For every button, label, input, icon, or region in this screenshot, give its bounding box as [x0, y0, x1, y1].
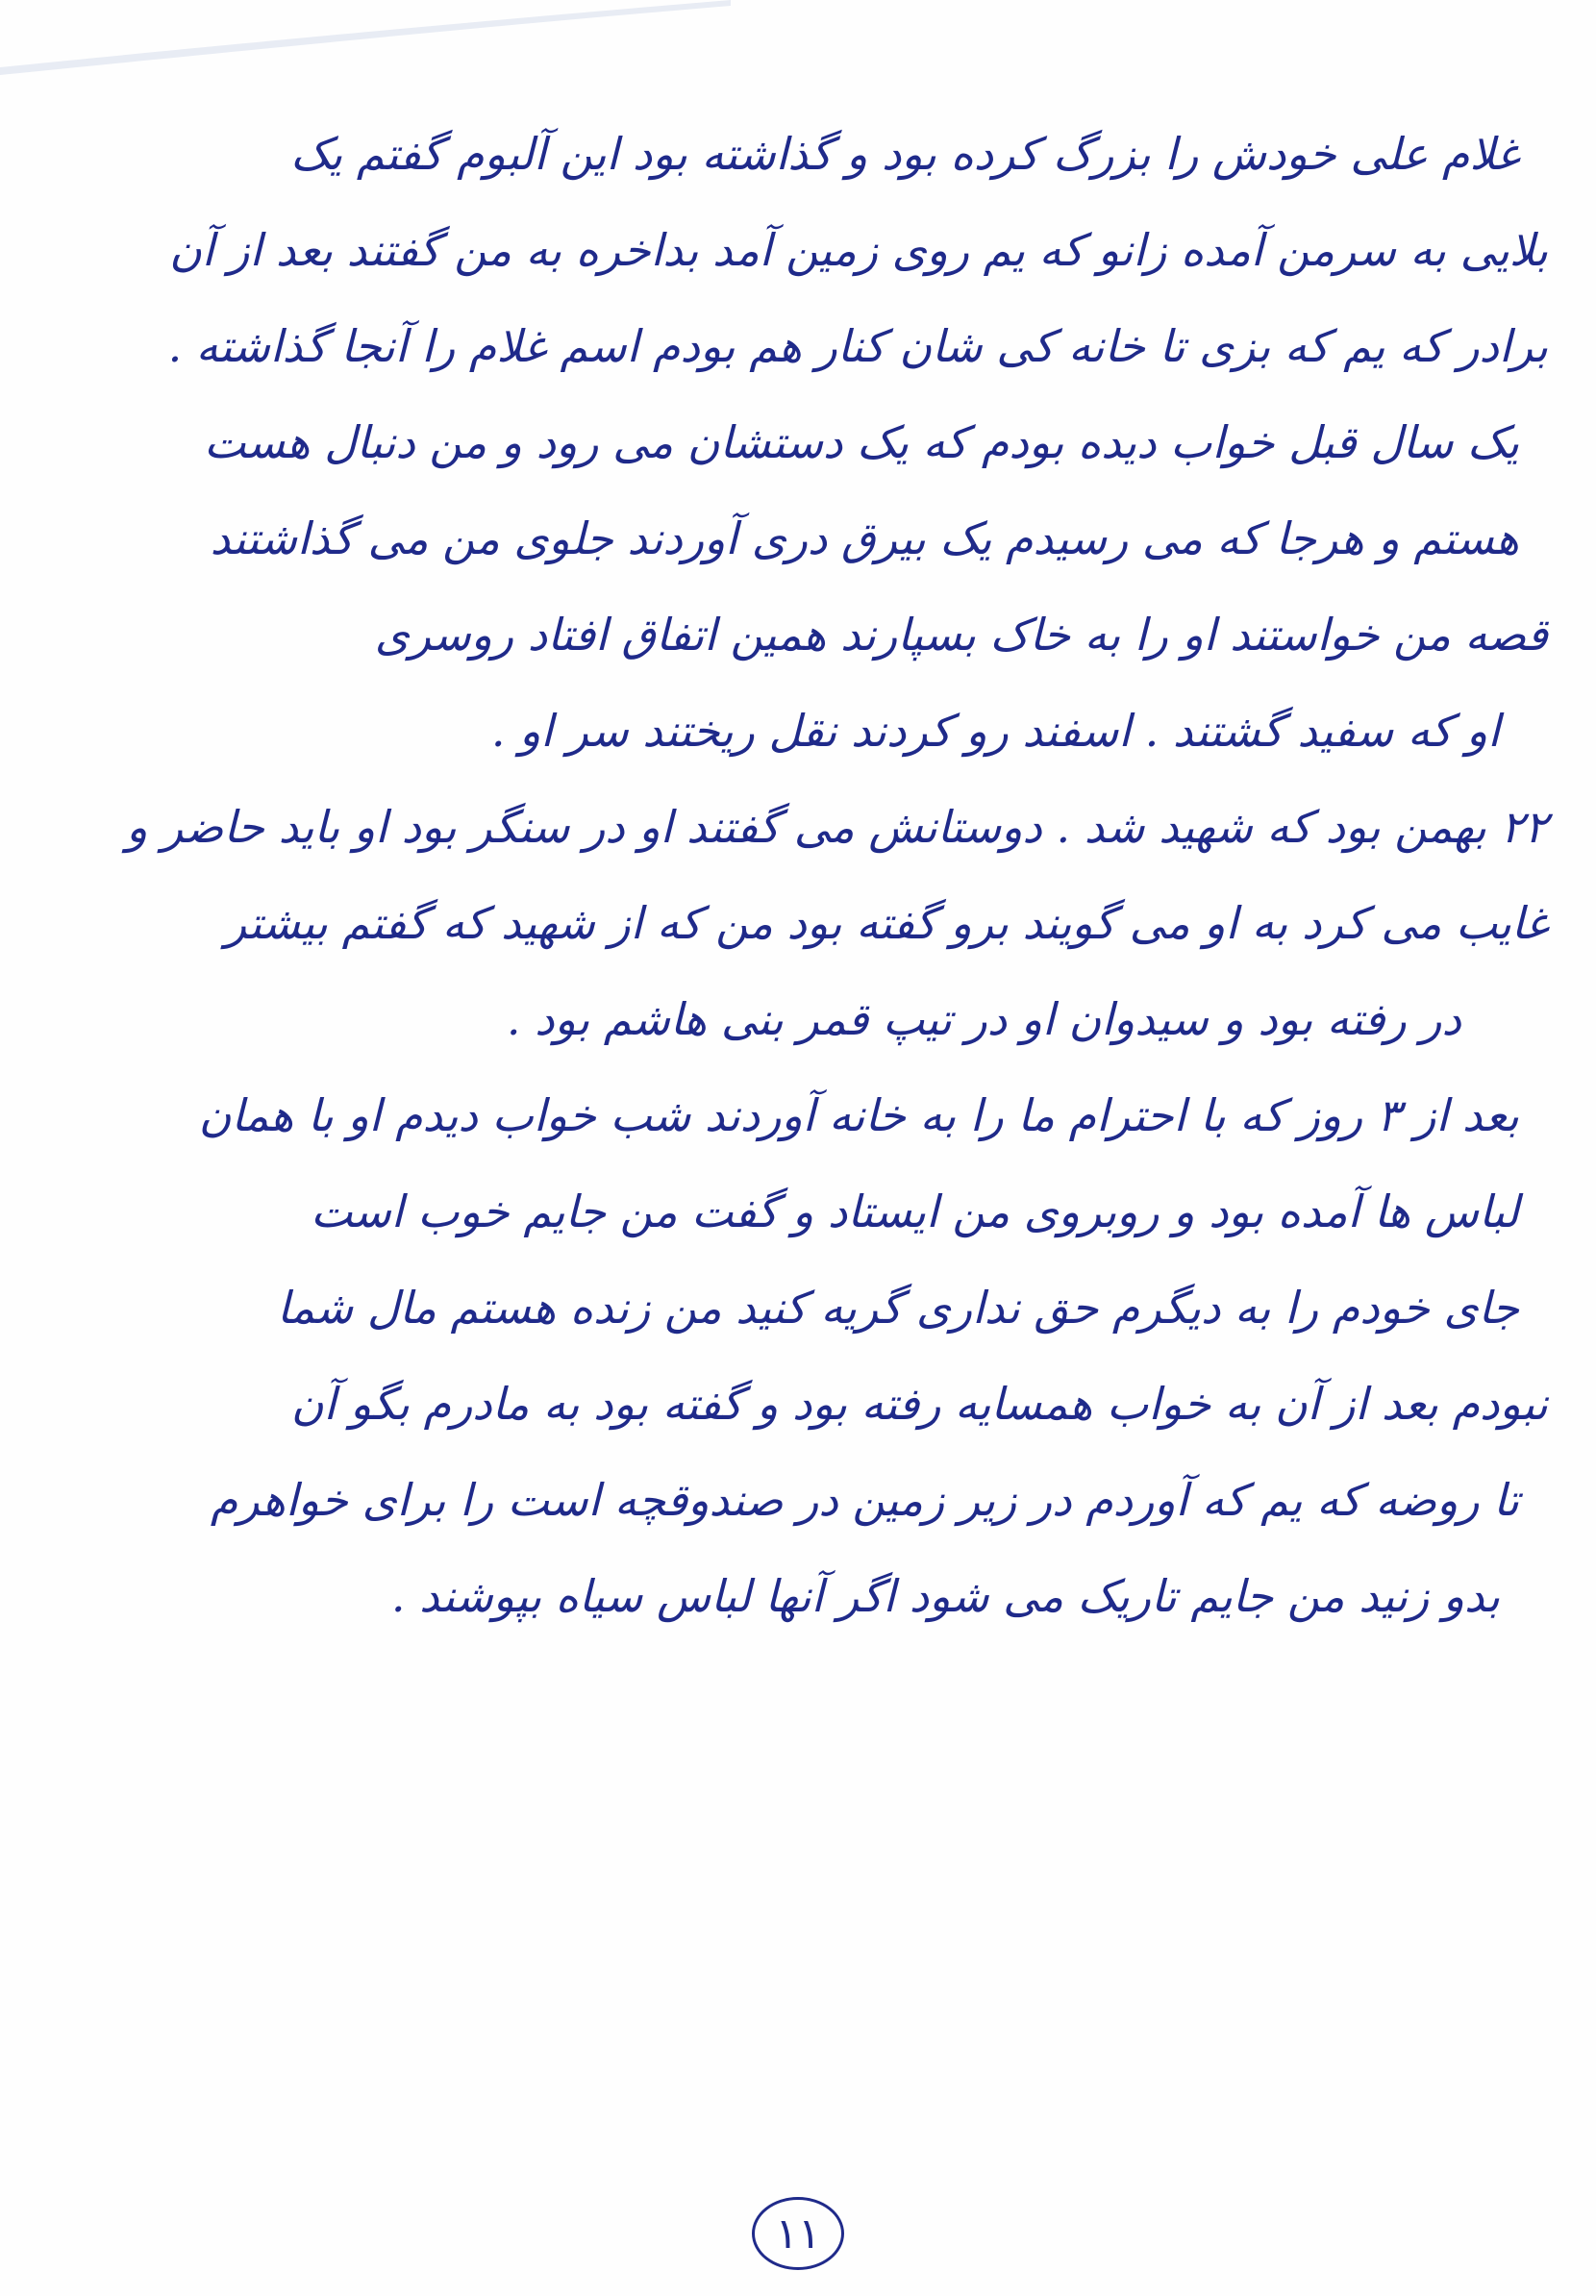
text-line: جای خودم را به دیگرم حق نداری گریه کنید من زنده هستم مال شما: [277, 1282, 1519, 1334]
text-line: نبودم بعد از آن به خواب همسایه رفته بود و گفته بود به مادرم بگو آن: [290, 1378, 1548, 1430]
text-line: غلام علی خودش را بزرگ کرده بود و گذاشته بود این آلبوم گفتم یک: [290, 128, 1519, 180]
text-line: غایب می کرد به او می گویند برو گفته بود من که از شهید که گفتم بیشتر: [224, 897, 1548, 949]
text-line: قصه من خواستند او را به خاک بسپارند همین اتفاق افتاد روسری: [374, 609, 1548, 661]
text-line: در رفته بود و سیدوان او در تیپ قمر بنی هاشم بود .: [506, 993, 1461, 1045]
text-line: بلایی به سرمن آمده زانو که یم روی زمین آمد بداخره به من گفتند بعد از آن: [169, 224, 1548, 276]
text-line: یک سال قبل خواب دیده بودم که یک دستشان می رود و من دنبال هست: [204, 416, 1519, 468]
text-line: بعد از ۳ روز که با احترام ما را به خانه آوردند شب خواب دیدم او با همان: [198, 1089, 1519, 1141]
page-number: ۱۱: [752, 2197, 844, 2270]
text-line: لباس ها آمده بود و روبروی من ایستاد و گفت من جایم خوب است: [311, 1185, 1519, 1237]
text-line: برادر که یم که بزی تا خانه کی شان کنار هم بودم اسم غلام را آنجا گذاشته .: [167, 320, 1548, 372]
text-line: بدو زنید من جایم تاریک می شود اگر آنها لباس سیاه بپوشند .: [390, 1570, 1500, 1622]
text-line: تا روضه که یم که آوردم در زیر زمین در صندوقچه است را برای خواهرم: [210, 1474, 1519, 1526]
text-line: ۲۲ بهمن بود که شهید شد . دوستانش می گفتند او در سنگر بود او باید حاضر و: [126, 801, 1548, 853]
text-line: او که سفید گشتند . اسفند رو کردند نقل ریختند سر او .: [490, 705, 1500, 757]
handwritten-text: [38, 106, 1558, 1644]
text-line: هستم و هرجا که می رسیدم یک بیرق دری آوردند جلوی من می گذاشتند: [210, 512, 1519, 564]
